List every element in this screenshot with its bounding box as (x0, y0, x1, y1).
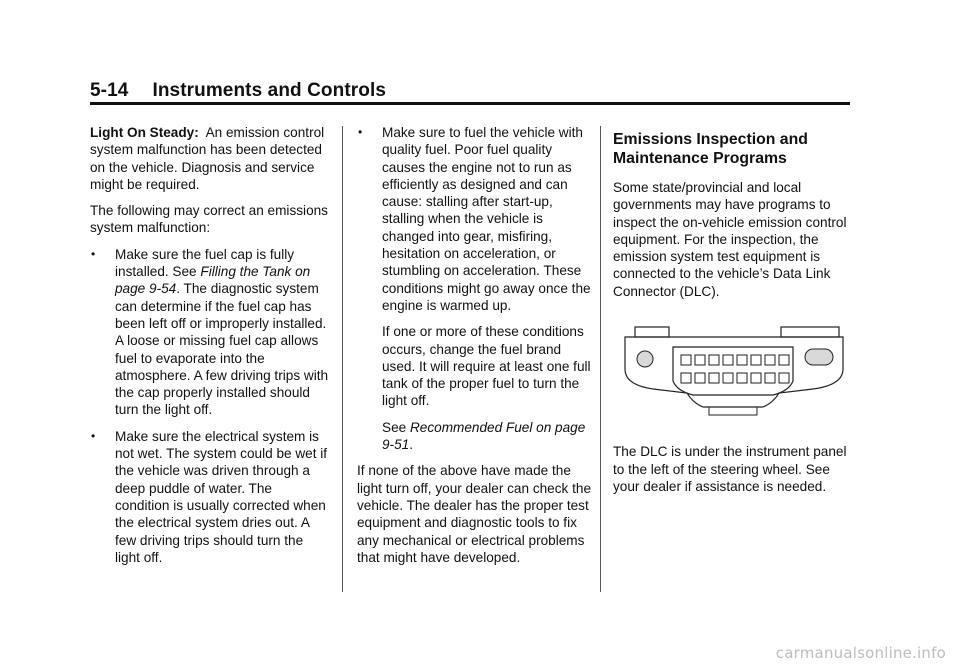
pin (737, 373, 747, 383)
pin (695, 355, 705, 365)
section-title: Instruments and Controls (152, 80, 387, 101)
pin (723, 355, 733, 365)
pin (765, 355, 775, 365)
pin (751, 355, 761, 365)
correct-paragraph: The following may correct an emissions system malfunction: (90, 203, 328, 236)
pin (709, 355, 719, 365)
pin (709, 373, 719, 383)
column-2 (357, 124, 597, 575)
see-suffix: . (409, 437, 413, 453)
bullet-icon: • (91, 428, 96, 443)
page-number: 5-14 (90, 80, 129, 101)
cross-reference-link[interactable]: Filling the Tank on page 9-54 (115, 264, 311, 297)
intro-paragraph (90, 124, 330, 193)
dlc-connector-illustration (613, 325, 853, 421)
see-reference-paragraph (382, 419, 597, 454)
header-title (90, 80, 850, 102)
column-divider (342, 126, 343, 592)
pin (751, 373, 761, 383)
intro-label: Light On Steady: (90, 125, 199, 140)
pin (723, 373, 733, 383)
see-prefix: See (382, 419, 410, 435)
pin (779, 373, 789, 383)
bullet-text: Make sure to fuel the vehicle with quality fuel. Poor fuel quality causes the engine not to run as efficiently as designed and can cause: stalling after start-up, stalling when the vehicle is changed into gear, misfiring, hesitation on acceleration, or stumbling on acceleration. These conditions might go away once the engine is warmed up. (382, 125, 591, 313)
closing-paragraph: If none of the above have made the light turn off, your dealer can check the vehicle. The dealer has the proper test equipment and diagnostic tools to fix any mechanical or electrical problems that might have developed. (357, 463, 592, 565)
bullet-icon: • (91, 246, 96, 261)
column-1 (90, 124, 330, 575)
section-heading: Emissions Inspection and Maintenance Programs (613, 131, 808, 167)
column-3 (613, 124, 853, 504)
bullet-text: Make sure the electrical system is not wet. The system could be wet if the vehicle was driven through a deep puddle of water. The condition is usually corrected when the electrical system dries out. A few driving trips should turn the light off. (115, 428, 328, 565)
list-item (357, 124, 597, 453)
pin (681, 355, 691, 365)
bullet-text-part: . The diagnostic system can determine if the fuel cap has been left off or improperly installed. A loose or missing fuel cap allows fuel to evaporate into the atmosphere. A few driving trips with the cap properly installed should turn the light off. (115, 281, 329, 418)
cross-reference-link[interactable]: Recommended Fuel on page 9-51 (382, 419, 586, 453)
pin (681, 373, 691, 383)
pin (779, 355, 789, 365)
mounting-slot (805, 349, 833, 365)
page-header (90, 80, 850, 102)
pin-housing (673, 347, 793, 395)
connector-tab (781, 327, 839, 337)
inspection-paragraph: Some state/provincial and local governments may have programs to inspect the on-vehicle emission control equipment. For the inspection, the emission system test equipment is connected to the vehicle’s Data Link Connector (DLC). (613, 180, 847, 299)
pin (695, 373, 705, 383)
connector-tab (635, 327, 669, 337)
connector-latch (709, 407, 757, 415)
list-item (90, 428, 330, 566)
column-divider (600, 126, 601, 592)
bullet-text-part: Make sure the fuel cap is fully installed. See (115, 246, 295, 280)
watermark: carmanualsonline.info (775, 644, 946, 662)
bullet-text (115, 246, 330, 419)
mounting-hole (637, 351, 653, 367)
bullet-paragraph: If one or more of these conditions occurs, change the fuel brand used. It will require at least one full tank of the proper fuel to turn the light off. (382, 324, 591, 409)
header-rule (90, 102, 850, 105)
intro-text: An emission control system malfunction has been detected on the vehicle. Diagnosis and service might be required. (90, 125, 325, 192)
pin (737, 355, 747, 365)
location-paragraph: The DLC is under the instrument panel to the left of the steering wheel. See your dealer if assistance is needed. (613, 444, 847, 494)
bullet-icon: • (358, 125, 363, 139)
list-item (90, 246, 330, 419)
pin (765, 373, 775, 383)
